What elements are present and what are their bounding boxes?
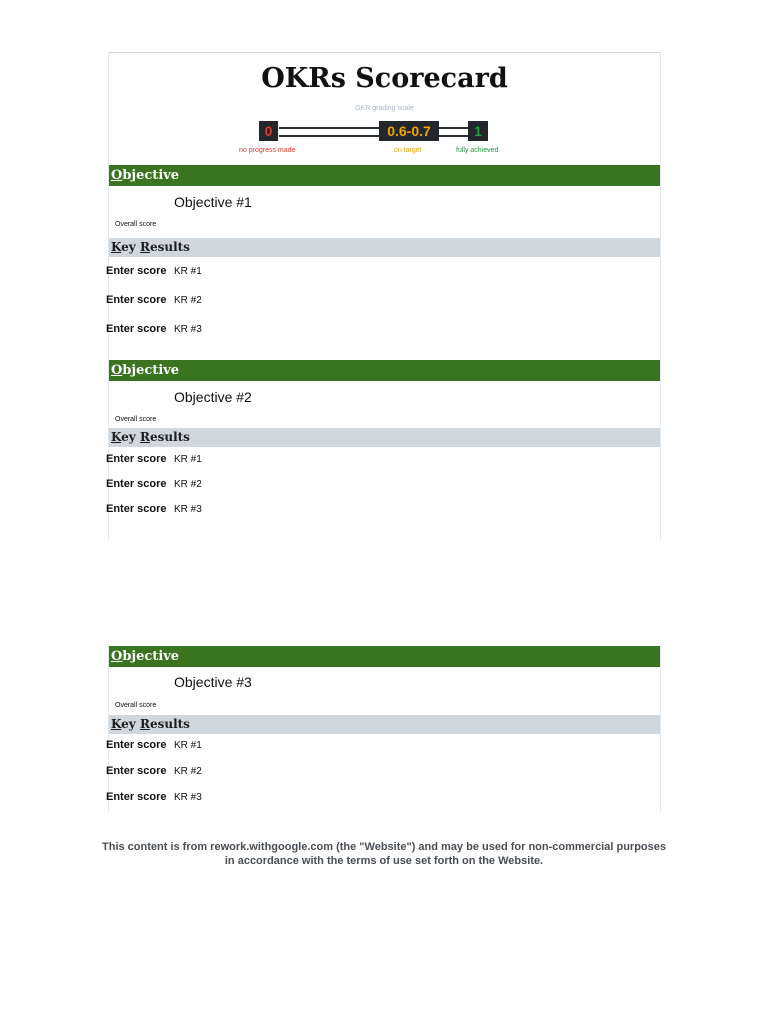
scale-connector-right — [439, 127, 469, 137]
objective-2-key-results-header — [109, 428, 660, 447]
objective-3-kr-row-2 — [106, 765, 406, 779]
kr-header-rest: esults — [149, 240, 190, 254]
enter-score-field[interactable]: Enter score — [106, 503, 167, 515]
scale-mid-value: 0.6-0.7 — [379, 121, 439, 141]
kr-header-ey: ey — [121, 430, 140, 444]
objective-1-key-results-header — [109, 238, 660, 257]
scale-low-value: 0 — [259, 121, 278, 141]
kr-header-k: K — [111, 717, 122, 731]
objective-header-initial: O — [111, 363, 123, 378]
kr-label[interactable]: KR #3 — [174, 324, 202, 335]
kr-header-k: K — [111, 240, 122, 254]
objective-1-header — [109, 165, 660, 186]
kr-header-ey: ey — [121, 240, 140, 254]
objective-3-kr-row-1 — [106, 739, 406, 753]
scorecard-page-2 — [108, 646, 661, 812]
objective-3-key-results-header — [109, 715, 660, 734]
scale-low-caption: no progress made — [239, 147, 296, 154]
kr-label[interactable]: KR #1 — [174, 266, 202, 277]
grading-scale-label: OKR grading scale — [355, 105, 414, 112]
enter-score-field[interactable]: Enter score — [106, 478, 167, 490]
kr-header-rest: esults — [149, 717, 190, 731]
objective-2-header — [109, 360, 660, 381]
kr-header-rest: esults — [149, 430, 190, 444]
kr-label[interactable]: KR #2 — [174, 766, 202, 777]
kr-header-ey: ey — [121, 717, 140, 731]
kr-label[interactable]: KR #2 — [174, 295, 202, 306]
kr-header-k: K — [111, 430, 122, 444]
enter-score-field[interactable]: Enter score — [106, 265, 167, 277]
scale-connector-left — [279, 127, 379, 137]
enter-score-field[interactable]: Enter score — [106, 791, 167, 803]
objective-2-kr-row-1 — [106, 453, 406, 467]
objective-1-kr-row-1 — [106, 265, 406, 279]
kr-label[interactable]: KR #2 — [174, 479, 202, 490]
enter-score-field[interactable]: Enter score — [106, 765, 167, 777]
scale-high-caption: fully achieved — [456, 147, 499, 154]
enter-score-field[interactable]: Enter score — [106, 323, 167, 335]
grading-scale — [109, 119, 660, 159]
objective-header-rest: bjective — [122, 363, 180, 378]
kr-label[interactable]: KR #1 — [174, 740, 202, 751]
objective-2-overall-label: Overall score — [115, 416, 157, 423]
footer-disclaimer: This content is from rework.withgoogle.com (the "Website") and may be used for non-commercial purposes in accordance with the terms of use set forth on the Website. — [102, 841, 666, 867]
scale-mid-caption: on target — [394, 147, 422, 154]
objective-1-overall-label: Overall score — [115, 221, 157, 228]
kr-label[interactable]: KR #3 — [174, 504, 202, 515]
kr-header-r: R — [139, 430, 150, 444]
objective-3-header — [109, 646, 660, 667]
objective-1-kr-row-3 — [106, 323, 406, 337]
scale-high-value: 1 — [468, 121, 488, 141]
objective-1-name[interactable]: Objective #1 — [174, 194, 252, 210]
objective-3-kr-row-3 — [106, 791, 406, 805]
kr-label[interactable]: KR #1 — [174, 454, 202, 465]
objective-2-kr-row-3 — [106, 503, 406, 517]
enter-score-field[interactable]: Enter score — [106, 294, 167, 306]
objective-header-initial: O — [111, 168, 123, 183]
objective-1-kr-row-2 — [106, 294, 406, 308]
objective-header-initial: O — [111, 649, 123, 664]
objective-header-rest: bjective — [122, 168, 180, 183]
kr-header-r: R — [139, 240, 150, 254]
objective-header-rest: bjective — [122, 649, 180, 664]
enter-score-field[interactable]: Enter score — [106, 739, 167, 751]
page-title: OKRs Scorecard — [261, 63, 508, 94]
kr-header-r: R — [139, 717, 150, 731]
objective-3-name[interactable]: Objective #3 — [174, 674, 252, 690]
objective-3-overall-label: Overall score — [115, 702, 157, 709]
objective-2-name[interactable]: Objective #2 — [174, 389, 252, 405]
enter-score-field[interactable]: Enter score — [106, 453, 167, 465]
scorecard-page-1 — [108, 52, 661, 540]
objective-2-kr-row-2 — [106, 478, 406, 492]
kr-label[interactable]: KR #3 — [174, 792, 202, 803]
